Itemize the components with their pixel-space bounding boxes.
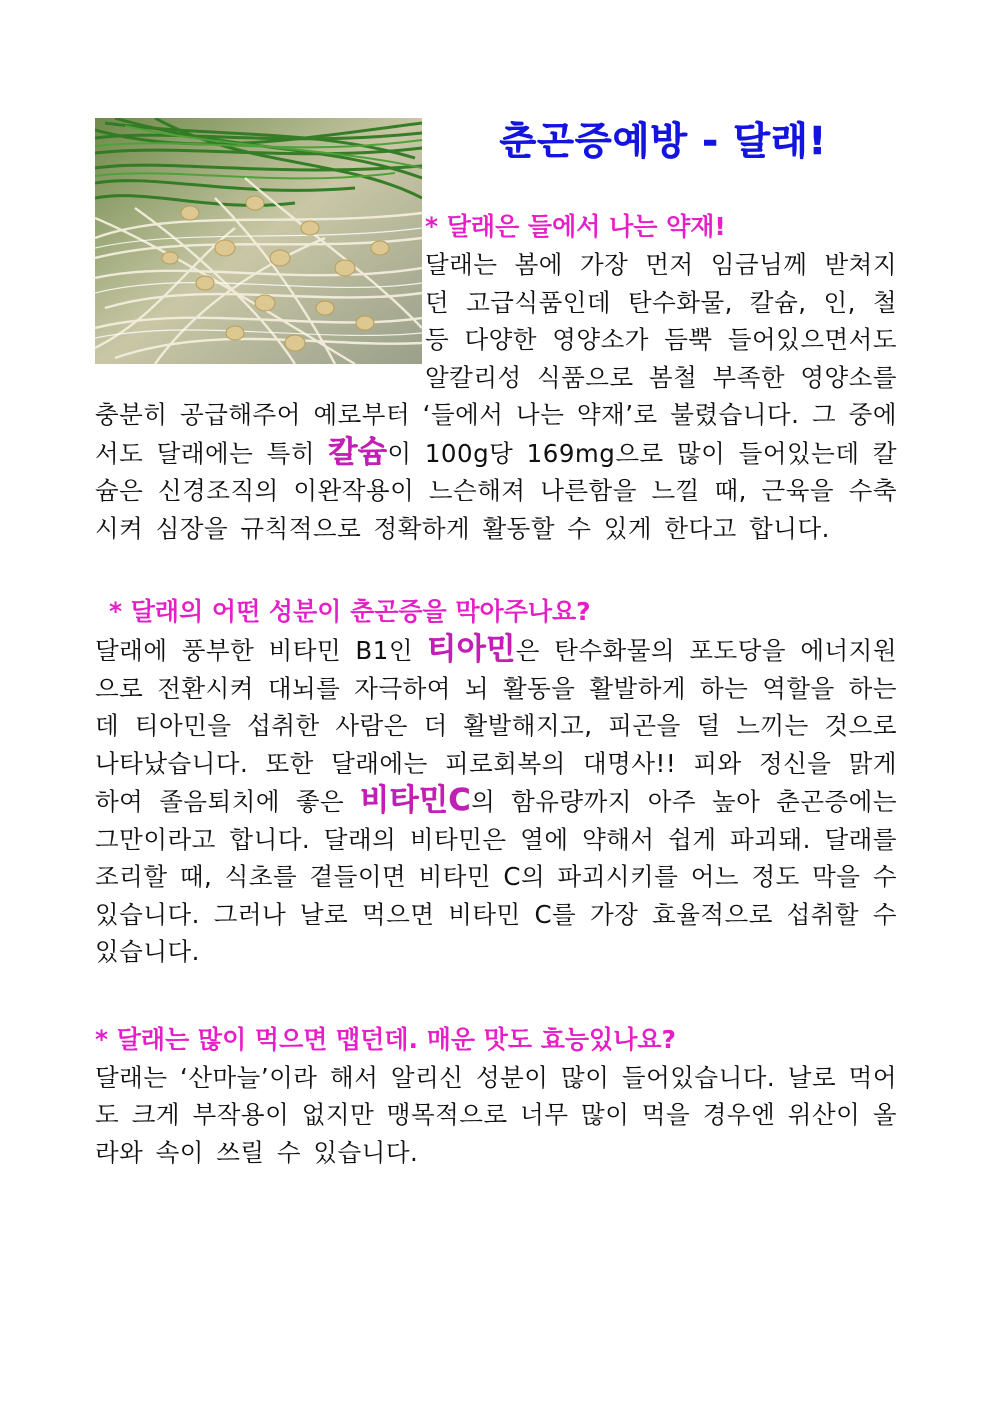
highlight-calcium: 칼슘 [328,434,388,470]
section-heading-thiamine: * 달래의 어떤 성분이 춘곤증을 막아주나요? [109,597,591,626]
body-text: 달래는 봄에 가장 먼저 임금님께 받쳐지던 고급식품인데 탄수화물, 칼슘, 인, 철 등 다양한 영양소가 듬뿍 들어있으면서도 알칼리성 식품으로 봄철 부족한 영양소를 충분히 공급해주어 예로부터 ‘들에서 나는 약재’로 불렸습니다. 그 중에서도 달래에는 특히 [95,250,897,468]
section-heading-calcium: * 달래은 들에서 나는 약재! [425,212,726,241]
body-text: 의 함유량까지 아주 높아 춘곤증에는 그만이라고 합니다. 달래의 비타민은 열에 약해서 쉽게 파괴돼. 달래를 조리할 때, 식초를 곁들이면 비타민 C의 파괴시키를 어느 정도 막을 수 있습니다. 그러나 날로 먹으면 비타민 C를 가장 효율적으로 섭취할 수 있습니다. [95,787,898,966]
section-heading-spiciness: * 달래는 많이 먹으면 맵던데. 매운 맛도 효능있나요? [95,1024,676,1054]
wild-chive-illustration [95,118,422,364]
page-title: 춘곤증예방 - 달래! [499,119,827,163]
section-body-thiamine [95,631,897,971]
body-text: 달래는 ‘산마늘’이라 해서 알리신 성분이 많이 들어있습니다. 날로 먹어도 크게 부작용이 없지만 맹목적으로 너무 많이 먹을 경우엔 위산이 올라와 속이 쓰릴 수 있습니다. [95,1062,897,1167]
highlight-vitamin-c: 비타민C [360,783,472,818]
section-body-spiciness [95,1059,897,1172]
highlight-thiamine: 티아민 [427,632,516,667]
wild-chive-photo [95,118,422,364]
body-text: 은 탄수화물의 포도당을 에너지원으로 전환시켜 대뇌를 자극하여 뇌 활동을 활발하게 하는 역할을 하는데 티아민을 섭취한 사람은 더 활발해지고, 피곤을 덜 느끼는 것으로 나타났습니다. 또한 달래에는 피로회복의 대명사!! 피와 정신을 맑게 하여 졸음퇴치에 좋은 [95,636,898,816]
body-text: 이 100g당 169mg으로 많이 들어있는데 칼슘은 신경조직의 이완작용이 느슨해져 나른함을 느낄 때, 근육을 수축시켜 심장을 규칙적으로 정확하게 활동할 수 있게 한다고 합니다. [95,438,898,543]
body-text: 달래에 풍부한 비타민 B1인 [95,636,428,665]
document-page [95,118,897,1171]
